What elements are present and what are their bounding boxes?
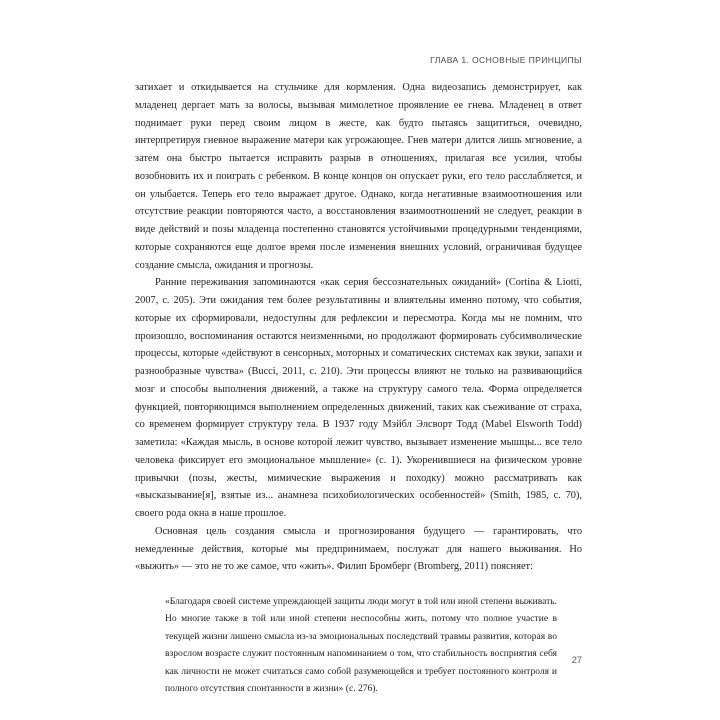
paragraph-continued: затихает и откидывается на стульчике для кормления. Одна видеозапись демонстрирует, как младенец дергает мать за волосы, вызывая мимолетное проявление ее гнева. Младенец в ответ поднимает руки перед своим лицом в жесте, как будто пытаясь защититься, очевидно, интерпретируя гневное выражение матери как угрожающее. Гнев матери длится лишь мгновение, а затем она быстро пытается исправить разрыв в отношениях, прилагая все усилия, чтобы возобновить их и поиграть с ребенком. В конце концов он опускает руки, его тело расслабляется, и он улыбается. Теперь его тело выражает другое. Однако, когда негативные взаимоотношения или отсутствие реакции повторяются часто, а восстановления взаимоотношений не следует, реакции в виде действий и позы младенца постепенно становятся устойчивыми процедурными тенденциями, которые сохраняются еще долгое время после изменения внешних условий, ограничивая будущее создание смысла, ожидания и прогнозы. — [135, 82, 582, 271]
page-number: 27 — [571, 655, 582, 665]
paragraph-early-experiences: Ранние переживания запоминаются «как серия бессознательных ожиданий» (Cortina & Liotti, 2007, с. 205). Эти ожидания тем более результативны и влиятельны именно потому, что события, которые их сформировали, недоступны для рефлексии и пересмотра. Когда мы не помним, что произошло, воспоминания остаются неизменными, но продолжают формировать субсимволические процессы, которые «действуют в сенсорных, моторных и соматических системах как звуки, запахи и разнообразные чувства» (Bucci, 2011, с. 210). Эти процессы влияют не только на развивающийся мозг и способы выполнения движений, а также на структуру самого тела. Форма определяется функцией, повторяющимся выполнением определенных движений, таких как съеживание от страха, со временем формирует структуру тела. В 1937 году Мэйбл Элсворт Тодд (Mabel Elsworth Todd) заметила: «Каждая мысль, в основе которой лежит чувство, вызывает изменение мышцы... все тело человека фиксирует его эмоциональное мышление» (с. 1). Укоренившиеся на физическом уровне привычки (позы, жесты, мимические выражения и походку) можно рассматривать как «высказывание[я], взятые из... анамнеза психобиологических особенностей» (Smith, 1985, с. 70), своего рода окна в наше прошлое. — [135, 277, 582, 519]
blockquote-bromberg — [165, 593, 557, 697]
paragraph-main-goal: Основная цель создания смысла и прогнозирования будущего — гарантировать, что немедленные действия, которые мы предпринимаем, послужат для нашего выживания. Но «выжить» — это не то же самое, что «жить». Филип Бромберг (Bromberg, 2011) поясняет: — [135, 525, 582, 573]
blockquote-text: «Благодаря своей системе упреждающей защиты люди могут в той или иной степени выживать. Но многие также в той или иной степени неспособны жить, потому что полное участие в текущей жизни лишено смысла из-за эмоциональных последствий травмы развития, которая во взрослом возрасте служит постоянным напоминанием о том, что стабильность восприятия себя как личности не может считаться само собой разумеющейся и требует постоянного контроля и полного отсутствия спонтанности в жизни» (с. 276). — [165, 596, 557, 695]
running-header: ГЛАВА 1. ОСНОВНЫЕ ПРИНЦИПЫ — [430, 55, 582, 65]
text-column — [135, 79, 582, 697]
